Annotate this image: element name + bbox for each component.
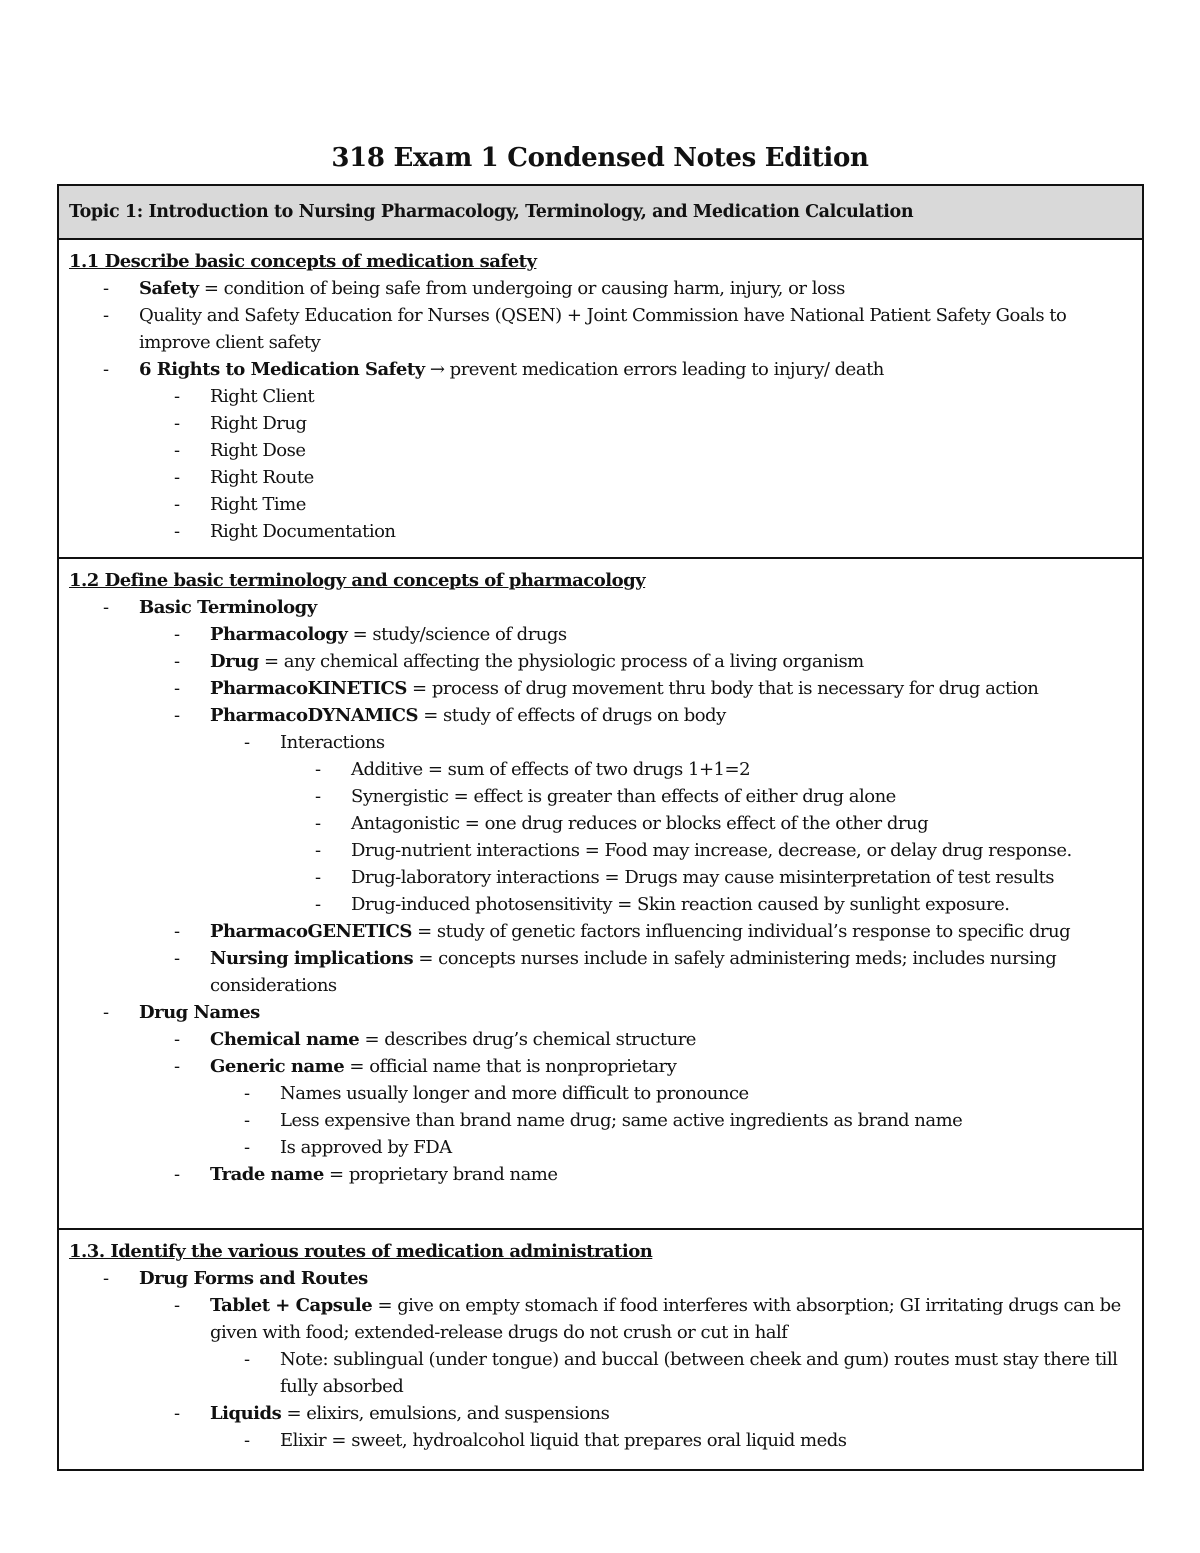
item-text — [210, 464, 1132, 491]
list-item — [69, 945, 1132, 999]
item-text — [139, 594, 1132, 621]
definition: = process of drug movement thru body that is necessary for drug action — [406, 678, 1039, 699]
list-item — [69, 1107, 1132, 1134]
item-text — [139, 302, 1132, 356]
list-item — [69, 1292, 1132, 1346]
bullet-dash: - — [174, 1295, 180, 1316]
definition: Antagonistic = one drug reduces or blocks effect of the other drug — [351, 813, 929, 834]
item-text — [210, 702, 1132, 729]
bullet-dash: - — [244, 1430, 250, 1451]
definition: Drug-laboratory interactions = Drugs may cause misinterpretation of test results — [351, 867, 1055, 888]
bullet-dash: - — [315, 840, 321, 861]
bullet-dash: - — [174, 1403, 180, 1424]
item-text — [139, 275, 1132, 302]
item-text — [351, 756, 1132, 783]
definition: Interactions — [280, 732, 385, 753]
list-item — [69, 864, 1132, 891]
list-item — [69, 1080, 1132, 1107]
bullet-dash: - — [315, 813, 321, 834]
list-item — [69, 1161, 1132, 1188]
bullet-dash: - — [315, 867, 321, 888]
bullet-dash: - — [174, 1056, 180, 1077]
bullet-dash: - — [103, 597, 109, 618]
list-item — [69, 999, 1132, 1026]
item-text — [139, 1265, 1132, 1292]
list-item — [69, 783, 1132, 810]
list-item — [69, 594, 1132, 621]
list-item — [69, 729, 1132, 756]
definition: Names usually longer and more difficult to pronounce — [280, 1083, 749, 1104]
list-item — [69, 702, 1132, 729]
definition: Quality and Safety Education for Nurses (QSEN) + Joint Commission have National Patient Safety Goals to improve client safety — [139, 305, 1067, 353]
bullet-dash: - — [103, 1268, 109, 1289]
term: Drug Names — [139, 1002, 260, 1023]
section-items — [69, 275, 1132, 545]
list-item — [69, 918, 1132, 945]
item-text — [280, 1427, 1132, 1454]
definition: Additive = sum of effects of two drugs 1+1=2 — [351, 759, 751, 780]
bullet-dash: - — [315, 759, 321, 780]
definition: = condition of being safe from undergoing or causing harm, injury, or loss — [198, 278, 845, 299]
item-text — [280, 729, 1132, 756]
bullet-dash: - — [103, 305, 109, 326]
bullet-dash: - — [103, 278, 109, 299]
bullet-dash: - — [174, 521, 180, 542]
definition: Right Client — [210, 386, 315, 407]
list-item — [69, 1427, 1132, 1454]
item-text — [210, 621, 1132, 648]
item-text — [139, 356, 1132, 383]
term: Pharmacology — [210, 624, 348, 645]
bullet-dash: - — [103, 359, 109, 380]
list-item — [69, 891, 1132, 918]
definition: Right Documentation — [210, 521, 396, 542]
term: PharmacoKINETICS — [210, 678, 407, 699]
section-1-3 — [59, 1230, 1142, 1471]
list-item — [69, 275, 1132, 302]
list-item — [69, 1026, 1132, 1053]
definition: = any chemical affecting the physiologic process of a living organism — [258, 651, 864, 672]
section-items — [69, 1265, 1132, 1454]
bullet-dash: - — [174, 921, 180, 942]
definition: → prevent medication errors leading to injury/ death — [424, 359, 884, 380]
bullet-dash: - — [244, 1110, 250, 1131]
term: Drug Forms and Routes — [139, 1268, 368, 1289]
item-text — [210, 918, 1132, 945]
list-item — [69, 648, 1132, 675]
term: Tablet + Capsule — [210, 1295, 373, 1316]
list-item — [69, 464, 1132, 491]
list-item — [69, 437, 1132, 464]
definition: Right Dose — [210, 440, 306, 461]
bullet-dash: - — [244, 1083, 250, 1104]
bullet-dash: - — [174, 1164, 180, 1185]
term: Generic name — [210, 1056, 345, 1077]
definition: = describes drug’s chemical structure — [359, 1029, 696, 1050]
item-text — [210, 1053, 1132, 1080]
definition: Drug-nutrient interactions = Food may increase, decrease, or delay drug response. — [351, 840, 1072, 861]
item-text — [351, 891, 1132, 918]
list-item — [69, 675, 1132, 702]
bullet-dash: - — [174, 1029, 180, 1050]
document-title: 318 Exam 1 Condensed Notes Edition — [331, 143, 869, 173]
term: 6 Rights to Medication Safety — [139, 359, 425, 380]
section-1-1 — [59, 240, 1142, 559]
bullet-dash: - — [315, 786, 321, 807]
definition: Synergistic = effect is greater than effects of either drug alone — [351, 786, 896, 807]
term: Basic Terminology — [139, 597, 317, 618]
topic-header-cell — [59, 186, 1142, 240]
item-text — [210, 518, 1132, 545]
definition: = study/science of drugs — [347, 624, 567, 645]
list-item — [69, 518, 1132, 545]
item-text — [210, 383, 1132, 410]
list-item — [69, 810, 1132, 837]
definition: = concepts nurses include in safely administering meds; includes nursing considerations — [210, 948, 1057, 996]
item-text — [210, 945, 1132, 999]
definition: Note: sublingual (under tongue) and buccal (between cheek and gum) routes must stay there till fully absorbed — [280, 1349, 1118, 1397]
bullet-dash: - — [174, 386, 180, 407]
definition: = study of genetic factors influencing individual’s response to specific drug — [411, 921, 1071, 942]
item-text — [210, 1026, 1132, 1053]
bullet-dash: - — [315, 894, 321, 915]
list-item — [69, 356, 1132, 383]
bullet-dash: - — [174, 440, 180, 461]
item-text — [280, 1080, 1132, 1107]
definition: Elixir = sweet, hydroalcohol liquid that prepares oral liquid meds — [280, 1430, 847, 1451]
list-item — [69, 410, 1132, 437]
item-text — [210, 648, 1132, 675]
bullet-dash: - — [174, 413, 180, 434]
definition: Right Time — [210, 494, 306, 515]
section-heading: 1.3. Identify the various routes of medication administration — [69, 1241, 653, 1262]
bullet-dash: - — [244, 732, 250, 753]
list-item — [69, 756, 1132, 783]
item-text — [210, 1161, 1132, 1188]
item-text — [210, 1400, 1132, 1427]
list-item — [69, 1053, 1132, 1080]
bullet-dash: - — [174, 705, 180, 726]
list-item — [69, 1134, 1132, 1161]
list-item — [69, 621, 1132, 648]
bullet-dash: - — [174, 494, 180, 515]
item-text — [351, 783, 1132, 810]
term: Chemical name — [210, 1029, 360, 1050]
section-heading: 1.1 Describe basic concepts of medication safety — [69, 251, 537, 272]
list-item — [69, 302, 1132, 356]
definition: = elixirs, emulsions, and suspensions — [281, 1403, 610, 1424]
item-text — [351, 837, 1132, 864]
item-text — [210, 675, 1132, 702]
bullet-dash: - — [174, 948, 180, 969]
item-text — [210, 491, 1132, 518]
list-item — [69, 383, 1132, 410]
definition: Right Drug — [210, 413, 307, 434]
definition: = give on empty stomach if food interferes with absorption; GI irritating drugs can be given with food; extended-release drugs do not crush or cut in half — [210, 1295, 1121, 1343]
section-heading: 1.2 Define basic terminology and concepts of pharmacology — [69, 570, 646, 591]
section-items — [69, 594, 1132, 1188]
definition: Right Route — [210, 467, 314, 488]
definition: = study of effects of drugs on body — [418, 705, 726, 726]
item-text — [139, 999, 1132, 1026]
bullet-dash: - — [103, 1002, 109, 1023]
list-item — [69, 1346, 1132, 1400]
term: Nursing implications — [210, 948, 414, 969]
item-text — [280, 1134, 1132, 1161]
term: Liquids — [210, 1403, 282, 1424]
bullet-dash: - — [244, 1137, 250, 1158]
topic-header: Topic 1: Introduction to Nursing Pharmacology, Terminology, and Medication Calculation — [69, 202, 914, 222]
bullet-dash: - — [174, 624, 180, 645]
bullet-dash: - — [174, 651, 180, 672]
bullet-dash: - — [174, 678, 180, 699]
list-item — [69, 1265, 1132, 1292]
bullet-dash: - — [174, 467, 180, 488]
item-text — [351, 810, 1132, 837]
definition: = proprietary brand name — [323, 1164, 558, 1185]
list-item — [69, 1400, 1132, 1427]
item-text — [280, 1346, 1132, 1400]
definition: = official name that is nonproprietary — [344, 1056, 677, 1077]
term: Safety — [139, 278, 199, 299]
definition: Is approved by FDA — [280, 1137, 452, 1158]
list-item — [69, 491, 1132, 518]
definition: Drug-induced photosensitivity = Skin reaction caused by sunlight exposure. — [351, 894, 1010, 915]
term: PharmacoDYNAMICS — [210, 705, 418, 726]
term: PharmacoGENETICS — [210, 921, 412, 942]
notes-table — [57, 184, 1144, 1471]
term: Drug — [210, 651, 259, 672]
bullet-dash: - — [244, 1349, 250, 1370]
item-text — [210, 410, 1132, 437]
item-text — [351, 864, 1132, 891]
section-1-2 — [59, 559, 1142, 1230]
item-text — [210, 1292, 1132, 1346]
definition: Less expensive than brand name drug; same active ingredients as brand name — [280, 1110, 963, 1131]
term: Trade name — [210, 1164, 324, 1185]
item-text — [210, 437, 1132, 464]
list-item — [69, 837, 1132, 864]
item-text — [280, 1107, 1132, 1134]
